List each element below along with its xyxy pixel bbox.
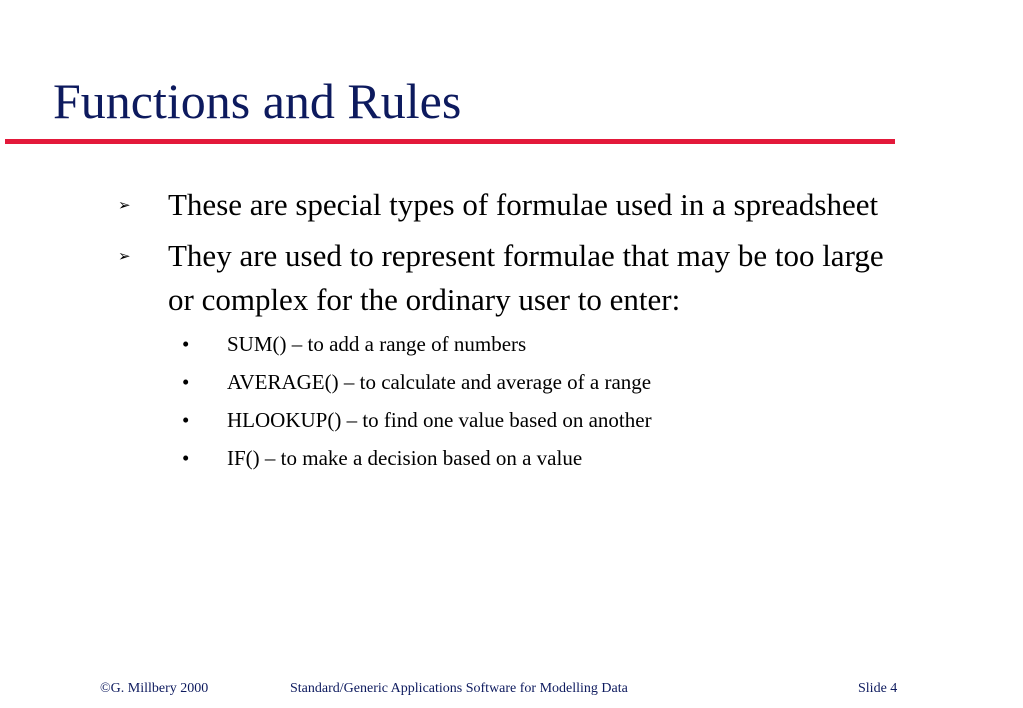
sub-bullet-text: HLOOKUP() – to find one value based on another	[227, 408, 652, 432]
dot-bullet-icon: •	[182, 370, 190, 394]
footer-slide-number: Slide 4	[858, 681, 898, 696]
sub-bullet-item	[182, 367, 908, 397]
arrow-bullet-icon: ➢	[118, 247, 131, 265]
dot-bullet-icon: •	[182, 408, 190, 432]
sub-bullet-item	[182, 329, 908, 359]
footer-course-title: Standard/Generic Applications Software for Modelling Data	[290, 681, 628, 696]
bullet-text: They are used to represent formulae that may be too large or complex for the ordinary user to enter:	[168, 238, 884, 317]
sub-bullet-item	[182, 405, 908, 435]
dot-bullet-icon: •	[182, 332, 190, 356]
sub-bullet-list	[118, 329, 908, 473]
arrow-bullet-icon: ➢	[118, 196, 131, 214]
footer-copyright: ©G. Millbery 2000	[100, 681, 209, 696]
sub-bullet-text: IF() – to make a decision based on a value	[227, 446, 583, 470]
bullet-item	[118, 234, 908, 322]
slide-title: Functions and Rules	[53, 73, 462, 129]
sub-bullet-text: SUM() – to add a range of numbers	[227, 332, 527, 356]
title-divider	[5, 139, 895, 144]
sub-bullet-text: AVERAGE() – to calculate and average of a range	[227, 370, 652, 394]
sub-bullet-item	[182, 443, 908, 473]
bullet-item	[118, 183, 908, 227]
bullet-text: These are special types of formulae used in a spreadsheet	[168, 187, 879, 222]
slide-content	[118, 183, 908, 481]
dot-bullet-icon: •	[182, 446, 190, 470]
